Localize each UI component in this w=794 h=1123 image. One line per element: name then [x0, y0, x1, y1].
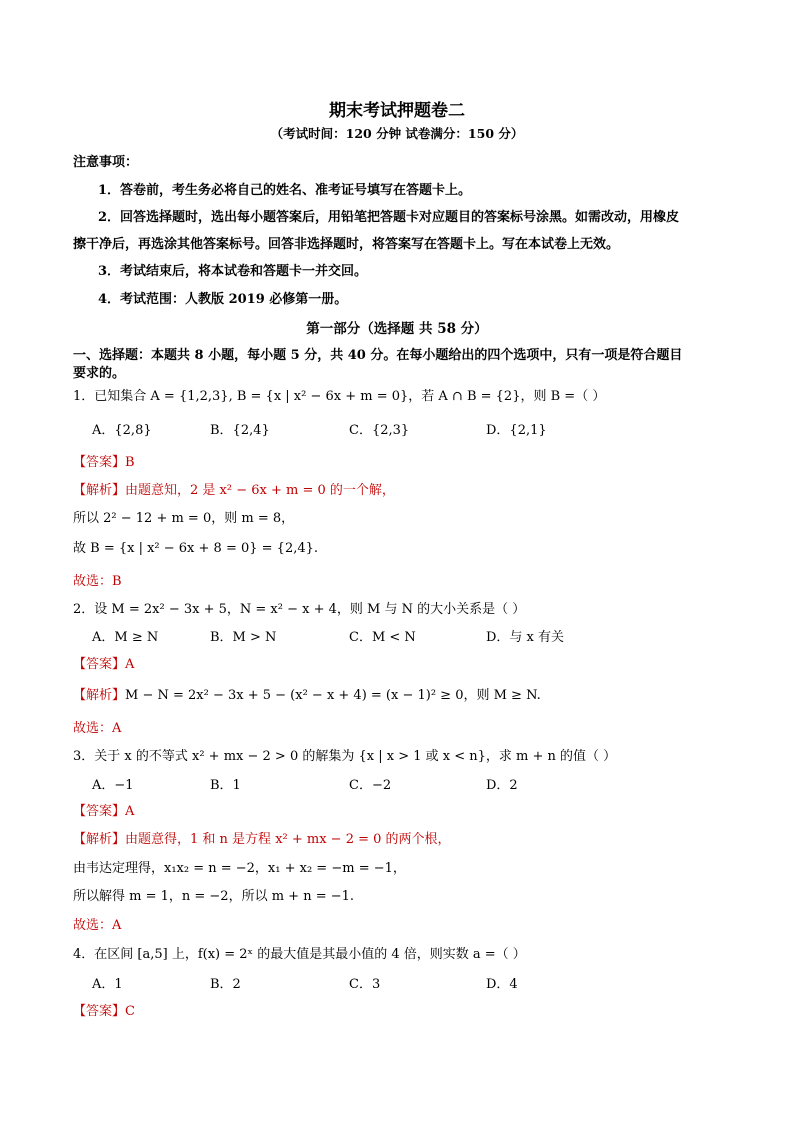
- section-instructions: 要求的。: [73, 366, 126, 381]
- notes-heading: 注意事项：: [73, 155, 139, 170]
- note-item: 1．答卷前，考生务必将自己的姓名、准考证号填写在答题卡上。: [98, 183, 472, 198]
- answer-label: 【答案】: [73, 455, 126, 470]
- page-title: 期末考试押题卷二: [329, 101, 465, 121]
- choose-label: 故选：: [73, 721, 113, 736]
- q1-analysis-line: 所以 2² − 12 + m = 0，则 m = 8，: [73, 511, 295, 526]
- q1-option-a: A．{2,8}: [92, 423, 152, 438]
- answer-value: A: [125, 657, 135, 672]
- q4-option-c: C．3: [349, 977, 381, 992]
- analysis-label: 【解析】: [73, 688, 126, 703]
- q1-analysis-line: [73, 479, 395, 498]
- analysis-label: 【解析】: [73, 832, 126, 847]
- question-1-stem: 1．已知集合 A = {1,2,3}, B = {x | x² − 6x + m = 0}，若 A ∩ B = {2}，则 B =（ ）: [73, 389, 606, 404]
- section-instructions: 一、选择题：本题共 8 小题，每小题 5 分，共 40 分。在每小题给出的四个选项中，只有一项是符合题目: [73, 348, 683, 363]
- exam-info: （考试时间：120 分钟 试卷满分：150 分）: [270, 126, 524, 141]
- choose-value: A: [112, 721, 122, 736]
- answer-value: B: [125, 455, 135, 470]
- analysis-label: 【解析】: [73, 483, 126, 498]
- q2-option-b: B．M > N: [210, 630, 277, 645]
- q3-choose: [73, 914, 121, 933]
- q2-option-d: D．与 x 有关: [486, 630, 565, 645]
- answer-label: 【答案】: [73, 1004, 126, 1019]
- note-item: 3．考试结束后，将本试卷和答题卡一并交回。: [98, 264, 368, 279]
- q2-choose: [73, 717, 121, 736]
- choose-label: 故选：: [73, 918, 113, 933]
- choose-label: 故选：: [73, 574, 113, 589]
- analysis-text: 由题意知，2 是 x² − 6x + m = 0 的一个解，: [125, 483, 395, 498]
- answer-label: 【答案】: [73, 657, 126, 672]
- question-4-stem: 4．在区间 [a,5] 上，f(x) = 2ˣ 的最大值是其最小值的 4 倍，则实数 a =（ ）: [73, 947, 526, 962]
- q1-option-c: C．{2,3}: [349, 423, 410, 438]
- answer-value: A: [125, 804, 135, 819]
- q3-analysis-line: [73, 828, 451, 847]
- analysis-text: M − N = 2x² − 3x + 5 − (x² − x + 4) = (x − 1)² ≥ 0，则 M ≥ N.: [125, 688, 541, 703]
- q1-option-b: B．{2,4}: [210, 423, 270, 438]
- analysis-text: 由题意得，1 和 n 是方程 x² + mx − 2 = 0 的两个根，: [125, 832, 451, 847]
- choose-value: B: [112, 574, 122, 589]
- answer-label: 【答案】: [73, 804, 126, 819]
- q1-option-d: D．{2,1}: [486, 423, 547, 438]
- q3-option-a: A．−1: [92, 778, 134, 793]
- q1-analysis-line: 故 B = {x | x² − 6x + 8 = 0} = {2,4}.: [73, 541, 319, 556]
- q2-option-a: A．M ≥ N: [92, 630, 159, 645]
- q3-option-d: D．2: [486, 778, 518, 793]
- q4-answer: [73, 1000, 135, 1019]
- q3-analysis-line: 由韦达定理得，x₁x₂ = n = −2，x₁ + x₂ = −m = −1，: [73, 861, 406, 876]
- q3-answer: [73, 800, 134, 819]
- q2-analysis-line: [73, 684, 541, 703]
- question-3-stem: 3．关于 x 的不等式 x² + mx − 2 > 0 的解集为 {x | x > 1 或 x < n}，求 m + n 的值（ ）: [73, 749, 617, 764]
- q4-option-d: D．4: [486, 977, 518, 992]
- q1-choose: [73, 570, 122, 589]
- q4-option-a: A．1: [92, 977, 123, 992]
- q3-option-c: C．−2: [349, 778, 392, 793]
- q3-option-b: B．1: [210, 778, 241, 793]
- choose-value: A: [112, 918, 122, 933]
- q2-answer: [73, 653, 134, 672]
- note-item: 4．考试范围：人教版 2019 必修第一册。: [98, 292, 348, 307]
- question-2-stem: 2．设 M = 2x² − 3x + 5，N = x² − x + 4，则 M 与 N 的大小关系是（ ）: [73, 602, 526, 617]
- q3-analysis-line: 所以解得 m = 1，n = −2，所以 m + n = −1.: [73, 889, 355, 904]
- q4-option-b: B．2: [210, 977, 241, 992]
- section-title: 第一部分（选择题 共 58 分）: [306, 321, 488, 337]
- q2-option-c: C．M < N: [349, 630, 416, 645]
- q1-answer: [73, 451, 135, 470]
- answer-value: C: [125, 1004, 135, 1019]
- note-item: 2．回答选择题时，选出每小题答案后，用铅笔把答题卡对应题目的答案标号涂黑。如需改动，用橡皮: [98, 210, 680, 225]
- note-item: 擦干净后，再选涂其他答案标号。回答非选择题时，将答案写在答题卡上。写在本试卷上无效。: [73, 237, 620, 252]
